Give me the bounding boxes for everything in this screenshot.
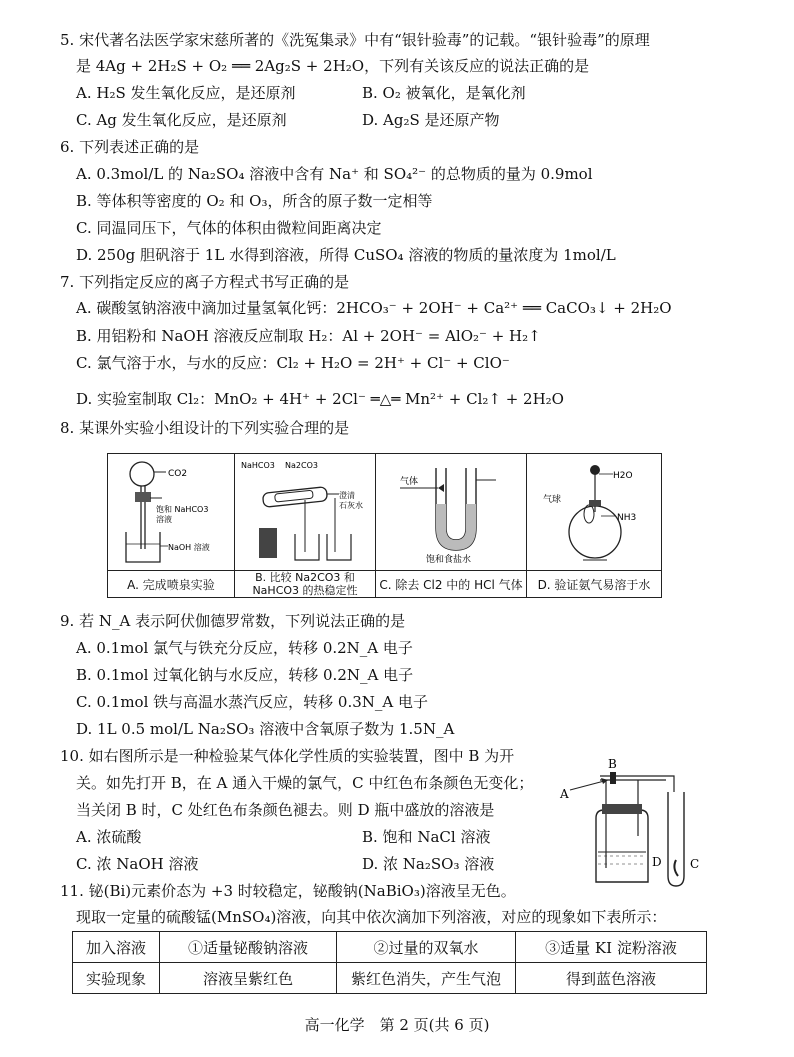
q10-option-d: D. 浓 Na₂SO₃ 溶液 [362,855,495,873]
q8-figure-c [376,454,527,571]
q8-caption-b: B. 比较 Na2CO3 和 NaHCO3 的热稳定性 [235,571,376,598]
q8-apparatus-table [107,453,662,598]
solution-label: 溶液 [156,515,172,524]
q10-label-a: A [560,787,569,801]
fountain-apparatus-figure [108,454,234,566]
q5-option-a: A. H₂S 发生氧化反应，是还原剂 [76,84,296,102]
q11-cell-3: 得到蓝色溶液 [516,963,707,994]
q5-option-b: B. O₂ 被氧化，是氧化剂 [362,84,526,102]
limewater-label-2: 石灰水 [339,501,363,510]
co2-label: CO2 [168,469,188,479]
q9-option-b: B. 0.1mol 过氧化钠与水反应，转移 0.2N_A 电子 [76,666,414,684]
q10-stem-line2: 关。如先打开 B，在 A 通入干燥的氯气，C 中红色布条颜色无变化； [76,774,534,792]
q8-caption-a: A. 完成喷泉实验 [108,571,235,598]
q8-figure-b [235,454,376,571]
q10-label-d: D [652,855,662,869]
q6-option-a: A. 0.3mol/L 的 Na₂SO₄ 溶液中含有 Na⁺ 和 SO₄²⁻ 的总物质的量为 0.9mol [76,165,593,183]
q7-option-a: A. 碳酸氢钠溶液中滴加过量氢氧化钙：2HCO₃⁻ + 2OH⁻ + Ca²⁺ ══ CaCO₃↓ + 2H₂O [76,299,672,317]
q7-option-c: C. 氯气溶于水，与水的反应：Cl₂ + H₂O = 2H⁺ + Cl⁻ + ClO⁻ [76,354,510,372]
q7-option-d: D. 实验室制取 Cl₂：MnO₂ + 4H⁺ + 2Cl⁻ ═△═ Mn²⁺ + Cl₂↑ + 2H₂O [76,390,564,408]
q9-stem: 9. 若 N_A 表示阿伏伽德罗常数，下列说法正确的是 [60,612,406,630]
q5-option-c: C. Ag 发生氧化反应，是还原剂 [76,111,287,129]
nahco3-sat-label: 饱和 NaHCO3 [156,505,209,514]
q9-option-d: D. 1L 0.5 mol/L Na₂SO₃ 溶液中含氧原子数为 1.5N_A [76,720,455,738]
gas-label: 气体 [400,477,419,487]
na2co3-label: Na2CO3 [285,461,318,470]
balloon-label: 气球 [543,495,562,505]
q7-stem: 7. 下列指定反应的离子方程式书写正确的是 [60,273,350,291]
q5-option-d: D. Ag₂S 是还原产物 [362,111,500,129]
thermal-stability-figure [235,454,375,566]
q8-caption-d: D. 验证氨气易溶于水 [527,571,662,598]
q10-stem-line1: 10. 如右图所示是一种检验某气体化学性质的实验装置，图中 B 为开 [60,747,515,765]
q8-caption-c: C. 除去 Cl2 中的 HCl 气体 [376,571,527,598]
ammonia-solubility-figure [527,454,661,566]
q11-header-2: ②过量的双氧水 [337,932,516,963]
naoh-solution-label: NaOH 溶液 [168,543,210,552]
q10-option-c: C. 浓 NaOH 溶液 [76,855,199,873]
q6-stem: 6. 下列表述正确的是 [60,138,200,156]
q11-stem-line2: 现取一定量的硫酸锰(MnSO₄)溶液，向其中依次滴加下列溶液，对应的现象如下表所示： [76,908,667,926]
page-footer: 高一化学 第 2 页(共 6 页) [304,1016,490,1034]
q10-stem-line3: 当关闭 B 时，C 处红色布条颜色褪去。则 D 瓶中盛放的溶液是 [76,801,495,819]
q11-cell-1: 溶液呈紫红色 [160,963,337,994]
nh3-label: NH3 [617,513,637,523]
q11-header-added: 加入溶液 [73,932,160,963]
q6-option-c: C. 同温同压下，气体的体积由微粒间距离决定 [76,219,382,237]
q9-option-c: C. 0.1mol 铁与高温水蒸汽反应，转移 0.3N_A 电子 [76,693,429,711]
q10-apparatus-figure [556,756,706,890]
q8-figure-a [108,454,235,571]
water-label: H2O [613,471,633,481]
q6-option-d: D. 250g 胆矾溶于 1L 水得到溶液，所得 CuSO₄ 溶液的物质的量浓度为 1mol/L [76,246,616,264]
brine-label: 饱和食盐水 [426,555,472,565]
q11-row-phenomenon: 实验现象 [73,963,160,994]
q11-cell-2: 紫红色消失，产生气泡 [337,963,516,994]
q5-stem-line2: 是 4Ag + 2H₂S + O₂ ══ 2Ag₂S + 2H₂O，下列有关该反应的说法正确的是 [76,57,590,75]
q9-option-a: A. 0.1mol 氯气与铁充分反应，转移 0.2N_A 电子 [76,639,413,657]
q10-label-b: B [608,757,617,771]
q11-results-table [72,931,707,994]
q10-option-a: A. 浓硫酸 [76,828,142,846]
gas-washing-figure [376,454,526,566]
q6-option-b: B. 等体积等密度的 O₂ 和 O₃，所含的原子数一定相等 [76,192,433,210]
q8-figure-d [527,454,662,571]
q11-header-1: ①适量铋酸钠溶液 [160,932,337,963]
q8-stem: 8. 某课外实验小组设计的下列实验合理的是 [60,419,350,437]
nahco3-label: NaHCO3 [241,461,275,470]
q5-stem-line1: 5. 宋代著名法医学家宋慈所著的《洗冤集录》中有“银针验毒”的记载。“银针验毒”的原理 [60,31,650,49]
q11-stem-line1: 11. 铋(Bi)元素价态为 +3 时较稳定，铋酸钠(NaBiO₃)溶液呈无色。 [60,882,516,900]
q7-option-b: B. 用铝粉和 NaOH 溶液反应制取 H₂：Al + 2OH⁻ = AlO₂⁻ + H₂↑ [76,327,541,345]
q11-header-3: ③适量 KI 淀粉溶液 [516,932,707,963]
limewater-label-1: 澄清 [339,491,355,500]
q10-label-c: C [690,857,700,871]
q10-option-b: B. 饱和 NaCl 溶液 [362,828,491,846]
